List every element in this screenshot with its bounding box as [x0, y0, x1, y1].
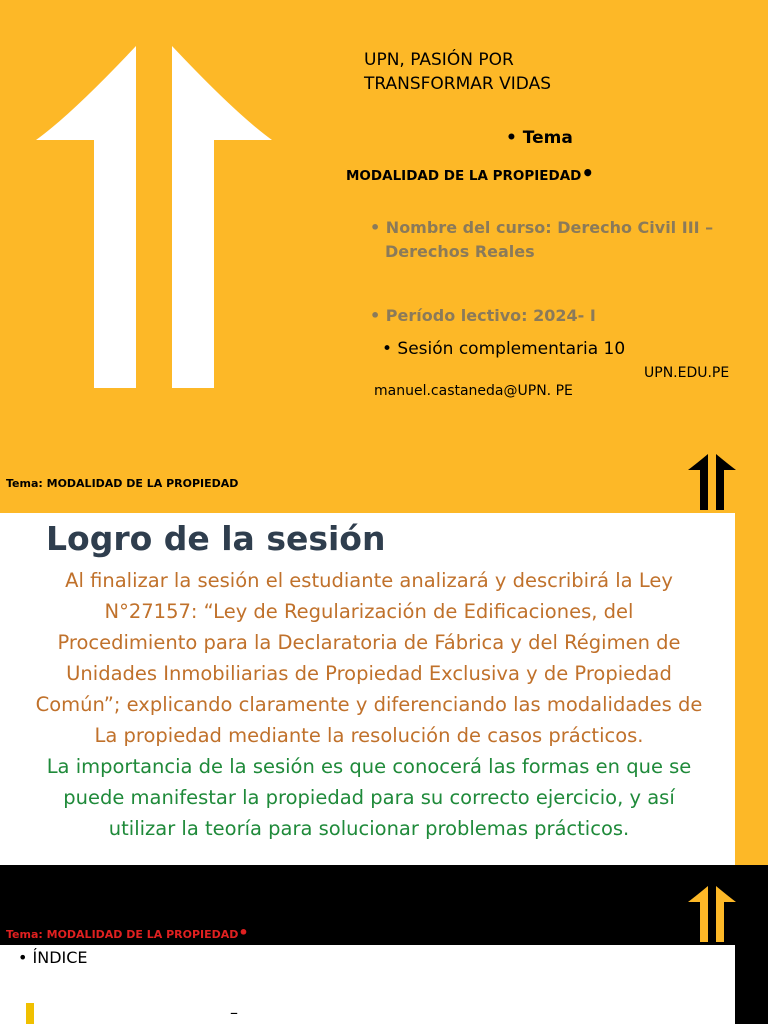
goal-description — [10, 565, 728, 844]
goal-line: Común”; explicando claramente y diferenciando las modalidades de — [35, 693, 703, 716]
tagline-line-1: UPN, PASIÓN POR — [364, 50, 514, 70]
academic-period: • Período lectivo: 2024- I — [370, 306, 596, 325]
tagline-line-2: TRANSFORMAR VIDAS — [364, 74, 551, 94]
importance-line: La importancia de la sesión es que conocerá las formas en que se — [46, 755, 692, 778]
upn-arrow-logo-small-icon — [688, 454, 736, 510]
course-line-2: Derechos Reales — [385, 242, 535, 261]
index-side-bar — [735, 945, 768, 1024]
author-email[interactable]: manuel.castaneda@UPN. PE — [374, 383, 573, 399]
session-goal-slide — [0, 513, 735, 865]
goal-line: La propiedad mediante la resolución de casos prácticos. — [94, 724, 644, 747]
upn-tagline — [364, 48, 551, 96]
goal-line: Unidades Inmobiliarias de Propiedad Exclusiva y de Propiedad — [66, 662, 672, 685]
upn-arrow-logo-yellow-icon — [688, 886, 736, 942]
index-dash: – — [230, 1003, 238, 1022]
upn-arrow-logo-icon — [36, 44, 272, 388]
index-tema-dot: • — [238, 923, 249, 942]
tema-title-dot: • — [581, 161, 595, 185]
session-number: • Sesión complementaria 10 — [382, 339, 626, 359]
index-tema-text: Tema: MODALIDAD DE LA PROPIEDAD — [6, 928, 239, 941]
slide-side-bar — [735, 513, 768, 865]
course-name — [370, 216, 740, 264]
website-link[interactable]: UPN.EDU.PE — [644, 365, 730, 381]
goal-line: Procedimiento para la Declaratoria de Fábrica y del Régimen de — [57, 631, 681, 654]
goal-line: N°27157: “Ley de Regularización de Edificaciones, del — [104, 600, 634, 623]
course-line-1: • Nombre del curso: Derecho Civil III – — [370, 218, 714, 237]
slide-title: Logro de la sesión — [46, 519, 386, 558]
yellow-marker — [26, 1003, 34, 1024]
footer-tema: Tema: MODALIDAD DE LA PROPIEDAD — [6, 477, 239, 490]
index-heading: • ÍNDICE — [18, 948, 88, 967]
index-tema — [6, 923, 249, 942]
importance-line: puede manifestar la propiedad para su correcto ejercicio, y así — [63, 786, 675, 809]
tema-label: • Tema — [506, 128, 573, 148]
tema-title — [346, 161, 595, 185]
importance-line: utilizar la teoría para solucionar problemas prácticos. — [108, 817, 630, 840]
goal-line: Al finalizar la sesión el estudiante analizará y describirá la Ley — [65, 569, 673, 592]
index-slide — [0, 945, 735, 1024]
tema-title-text: MODALIDAD DE LA PROPIEDAD — [346, 168, 582, 184]
